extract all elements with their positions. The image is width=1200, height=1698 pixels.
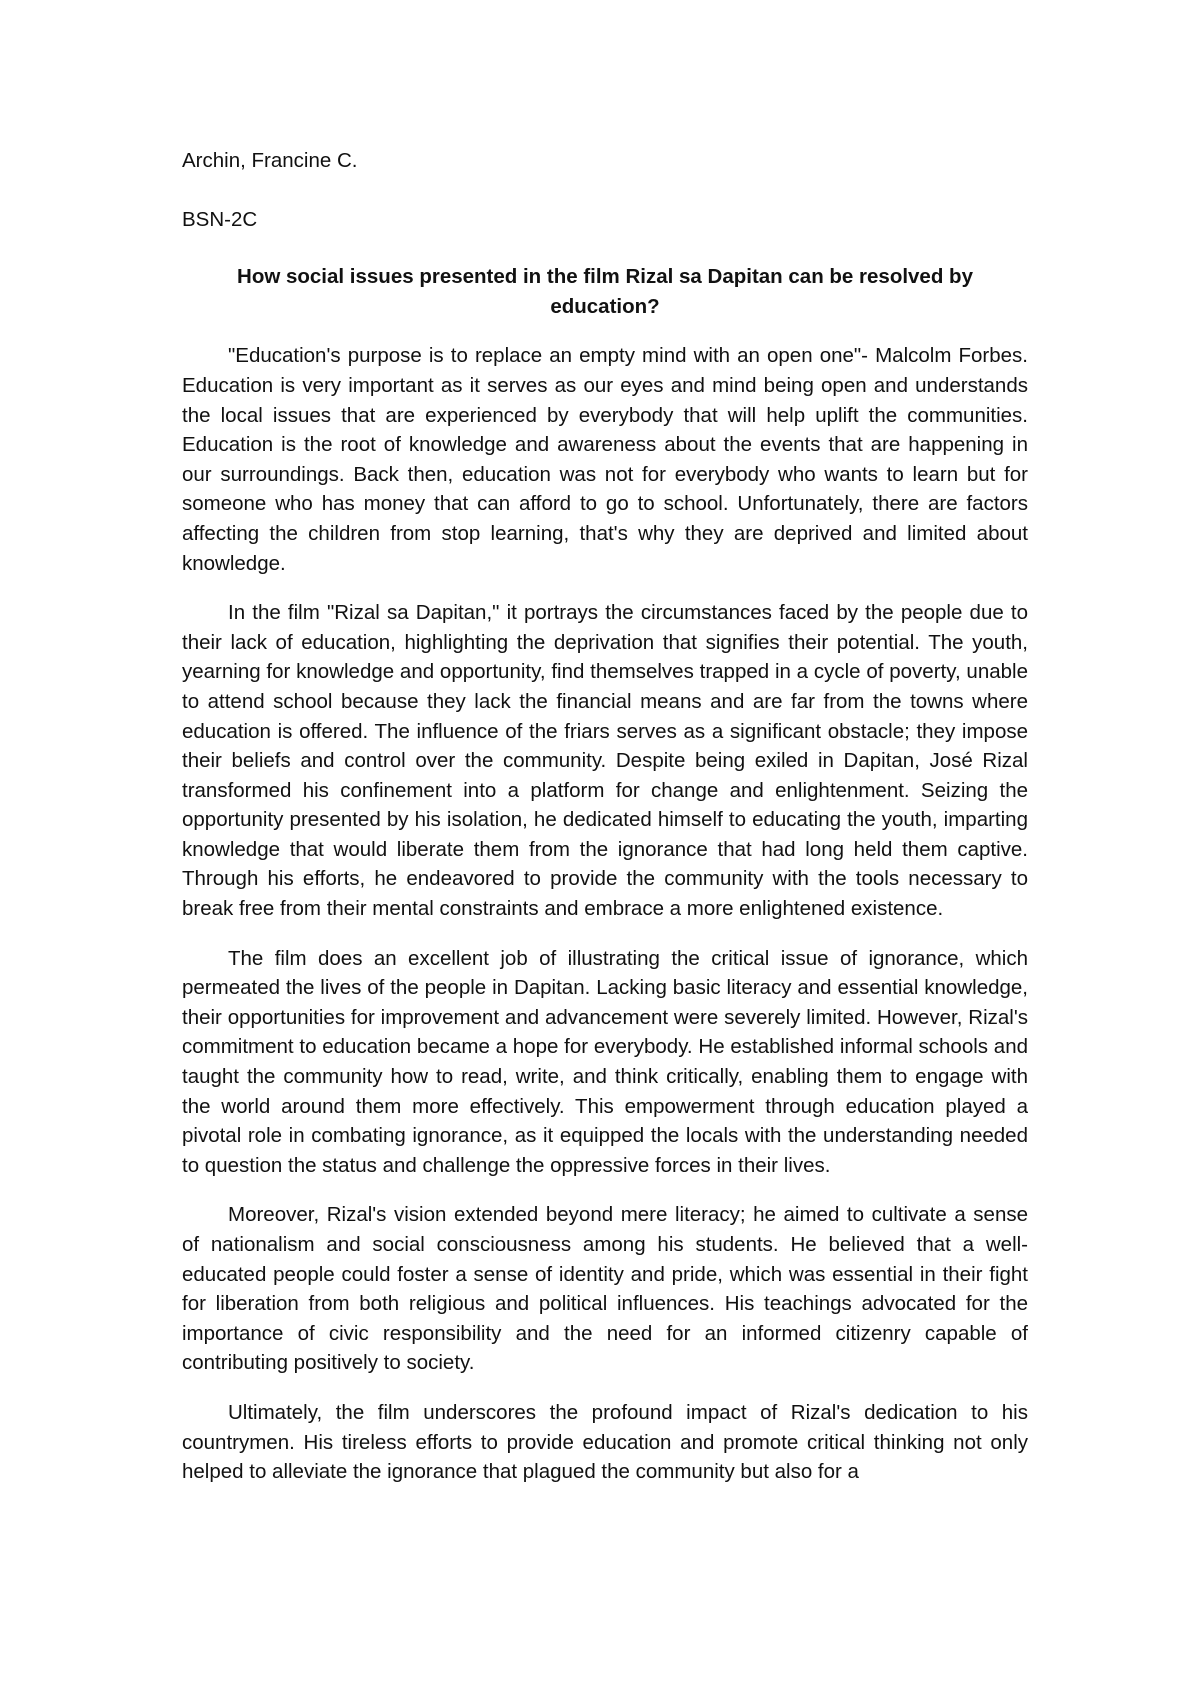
paragraph-film-portrayal: In the film "Rizal sa Dapitan," it portrays the circumstances faced by the people due to their lack of education, highlighting the deprivation that signifies their potential. The youth, yearning for knowledge and opportunity, find themselves trapped in a cycle of poverty, unable to attend school because they lack the financial means and are far from the towns where education is offered. The influence of the friars serves as a significant obstacle; they impose their beliefs and control over the community. Despite being exiled in Dapitan, José Rizal transformed his confinement into a platform for change and enlightenment. Seizing the opportunity presented by his isolation, he dedicated himself to educating the youth, imparting knowledge that would liberate them from the ignorance that had long held them captive. Through his efforts, he endeavored to provide the community with the tools necessary to break free from their mental constraints and embrace a more enlightened existence. bbox=[182, 601, 1028, 921]
document-body bbox=[182, 146, 1028, 1507]
paragraph-nationalism: Moreover, Rizal's vision extended beyond mere literacy; he aimed to cultivate a sense of nationalism and social consciousness among his students. He believed that a well-educated people could foster a sense of identity and pride, which was essential in their fight for liberation from both religious and political influences. His teachings advocated for the importance of civic responsibility and the need for an informed citizenry capable of contributing positively to society. bbox=[182, 1203, 1028, 1375]
paragraph-conclusion: Ultimately, the film underscores the profound impact of Rizal's dedication to his countrymen. His tireless efforts to provide education and promote critical thinking not only helped to alleviate the ignorance that plagued the community but also for a bbox=[182, 1400, 1028, 1484]
course-section: BSN-2C bbox=[182, 207, 258, 231]
paragraph-intro: "Education's purpose is to replace an empty mind with an open one"- Malcolm Forbes. Education is very important as it serves as our eyes and mind being open and understands the local issues that are experienced by everybody that will help uplift the communities. Education is the root of knowledge and awareness about the events that are happening in our surroundings. Back then, education was not for everybody who wants to learn but for someone who has money that can afford to go to school. Unfortunately, there are factors affecting the children from stop learning, that's why they are deprived and limited about knowledge. bbox=[182, 344, 1028, 575]
essay-title: How social issues presented in the film Rizal sa Dapitan can be resolved by education? bbox=[237, 265, 973, 318]
paragraph-ignorance: The film does an excellent job of illustrating the critical issue of ignorance, which permeated the lives of the people in Dapitan. Lacking basic literacy and essential knowledge, their opportunities for improvement and advancement were severely limited. However, Rizal's commitment to education became a hope for everybody. He established informal schools and taught the community how to read, write, and think critically, enabling them to engage with the world around them more effectively. This empowerment through education played a pivotal role in combating ignorance, as it equipped the locals with the understanding needed to question the status and challenge the oppressive forces in their lives. bbox=[182, 946, 1028, 1177]
author-name: Archin, Francine C. bbox=[182, 149, 358, 172]
